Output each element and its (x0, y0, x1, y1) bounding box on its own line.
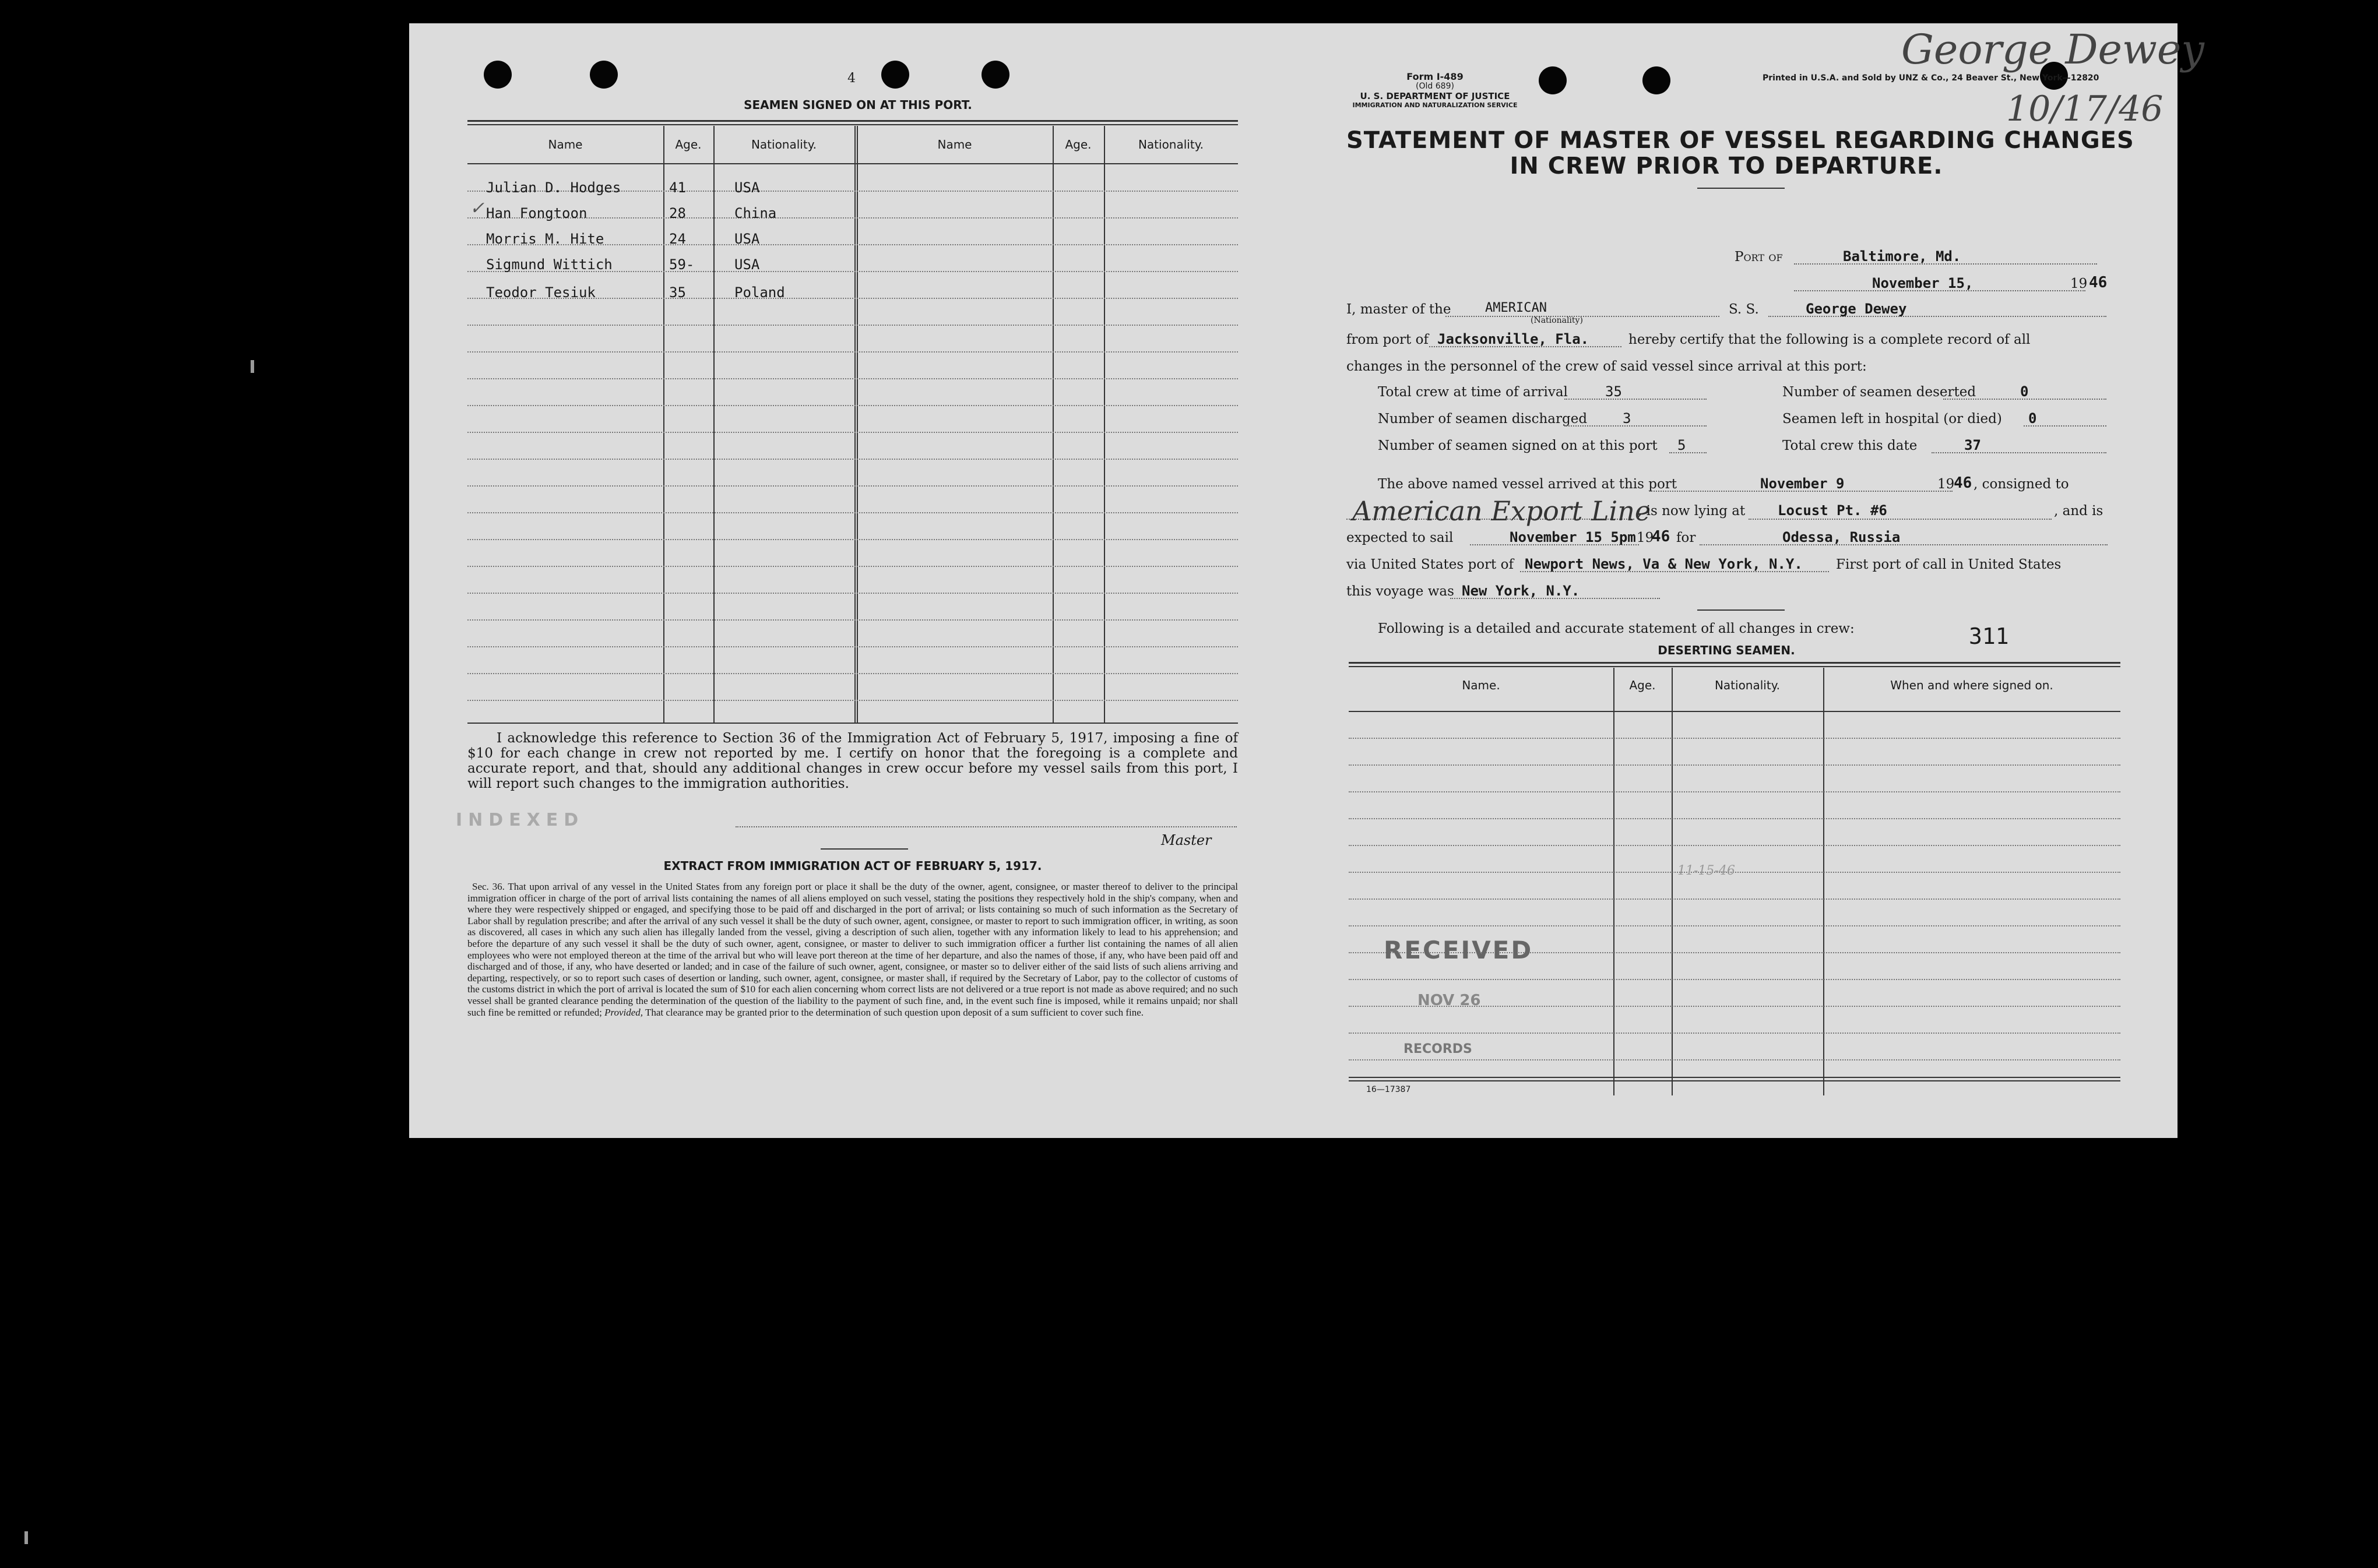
nationality-caption: (Nationality) (1531, 316, 1583, 325)
table-row-nationality: USA (734, 179, 760, 196)
deserting-title: DESERTING SEAMEN. (1658, 643, 1795, 657)
service: IMMIGRATION AND NATURALIZATION SERVICE (1352, 101, 1518, 109)
following-text: Following is a detailed and accurate statement of all changes in crew: (1378, 621, 1855, 636)
records-stamp: RECORDS (1403, 1042, 1472, 1056)
table-row-name: Julian D. Hodges (486, 179, 621, 196)
handwritten-date: 10/17/46 (2006, 89, 2164, 129)
extract-text: Sec. 36. That upon arrival of any vessel in the United States from any foreign port or place it shall be the duty of the owner, agent, consignee, or master thereof to deliver to the principal immigration officer in charge of the port of arrival lists containing the names of all aliens employed on such vessel, stating the positions they respectively hold in the ship's company, when and where they were respectively shipped or engaged, and specifying those to be paid off and discharged in the port of arrival; or lists containing so much of such information as the Secretary of Labor shall by regulation prescribe; and after the arrival of any such vessel it shall be the duty of such owner, agent, consignee, or master to report to such immigration officer, in writing, as soon as discovered, all cases in which any such alien has illegally landed from the vessel, giving a description of such alien, together with any information likely to lead to his apprehension; and before the departure of any such vessel it shall be the duty of such owner, agent, consignee, or master to deliver to such immigration officer a further list containing the names of all alien employees who were not employed thereon at the time of the arrival but who will leave port thereon at the time of her departure, and also the names of those, if any, who have been paid off and discharged and of those, if any, who have deserted or landed; and in case of the failure of such owner, agent, consignee, or master so to deliver either of the said lists of such aliens arriving and departing, respectively, or so to report such cases of desertion or landing, such owner, agent, consignee, or master shall, if required by the Secretary of Labor, pay to the collector of customs of the customs district in which the port of arrival is located the sum of $10 for each alien concerning whom correct lists are not delivered or a true report is not made as above required; and no such vessel shall be granted clearance pending the determination of the question of the liability to the payment of such fine, and, in the event such fine is imposed, while it remains unpaid; nor shall such fine be remitted or refunded; Provided, That clearance may be granted prior to the determination of such question upon deposit of a sum sufficient to cover such fine. (467, 881, 1238, 1018)
punch-hole (590, 61, 618, 89)
table-row-nationality: USA (734, 231, 760, 247)
form-title-line2: IN CREW PRIOR TO DEPARTURE. (1510, 153, 1943, 179)
header-name: Name (937, 138, 972, 151)
sail-year-prefix: 19 (1637, 530, 1654, 545)
hospital-value: 0 (2028, 410, 2037, 427)
extract-section: Sec. 36. (472, 881, 505, 892)
printer-line: Printed in U.S.A. and Sold by UNZ & Co., 24 Beaver St., New York—12820 (1763, 73, 2099, 83)
page-number: 4 (847, 71, 856, 86)
voyage-text: this voyage was (1346, 584, 1454, 599)
scan-speck (251, 360, 254, 373)
arrived-year: 46 (1954, 474, 1972, 492)
section-title: SEAMEN SIGNED ON AT THIS PORT. (744, 98, 972, 112)
total-crew-arrival-value: 35 (1605, 383, 1622, 400)
nationality-value: AMERICAN (1485, 301, 1547, 315)
header-nationality: Nationality. (1138, 138, 1204, 151)
received-stamp: RECEIVED (1384, 936, 1533, 964)
ss-label: S. S. (1729, 302, 1759, 317)
table-row-nationality: Poland (734, 284, 785, 301)
port-value: Baltimore, Md. (1843, 248, 1961, 265)
consigned-text: , consigned to (1974, 477, 2069, 492)
deserted-value: 0 (2020, 383, 2029, 400)
header-when-where: When and where signed on. (1890, 678, 2053, 692)
sail-date: November 15 5pm (1510, 529, 1636, 545)
year-prefix: 19 (2070, 276, 2088, 291)
year-value: 46 (2089, 274, 2108, 291)
via-ports: Newport News, Va & New York, N.Y. (1525, 556, 1803, 572)
table-row-name: Morris M. Hite (486, 231, 604, 247)
table-row-name: Teodor Tesiuk (486, 284, 596, 301)
table-row-age: 59- (669, 256, 695, 273)
discharged-value: 3 (1623, 410, 1631, 427)
table-row-age: 41 (669, 179, 686, 196)
received-date-stamp: NOV 26 (1417, 992, 1481, 1009)
voyage-value: New York, N.Y. (1462, 583, 1580, 599)
document-sheet (409, 23, 2204, 1138)
and-is: , and is (2054, 503, 2103, 519)
header-nationality: Nationality. (1714, 678, 1781, 692)
vessel-name: George Dewey (1806, 301, 1907, 317)
destination: Odessa, Russia (1782, 529, 1901, 545)
consignee-handwritten: American Export Line (1352, 495, 1651, 527)
expected-text: expected to sail (1346, 530, 1454, 545)
master-label: Master (1161, 832, 1212, 848)
total-crew-arrival-label: Total crew at time of arrival (1378, 385, 1568, 400)
from-port-label: from port of (1346, 332, 1429, 347)
pencil-note: 11-15-46 (1677, 864, 1735, 878)
certify-text: hereby certify that the following is a complete record of all (1628, 332, 2031, 347)
punch-hole (881, 61, 909, 89)
changes-text: changes in the personnel of the crew of said vessel since arrival at this port: (1346, 359, 1867, 374)
for-text: for (1676, 530, 1696, 545)
sail-year: 46 (1652, 528, 1670, 545)
check-mark: ✓ (470, 198, 485, 219)
department: U. S. DEPARTMENT OF JUSTICE (1360, 91, 1510, 101)
arrived-text: The above named vessel arrived at this port (1378, 477, 1677, 492)
date-value: November 15, (1872, 275, 1974, 291)
header-name: Name (548, 138, 583, 151)
arrived-date: November 9 (1760, 475, 1845, 492)
port-label: Port of (1735, 249, 1783, 265)
master-of-the: I, master of the (1346, 302, 1451, 317)
lying-value: Locust Pt. #6 (1778, 502, 1887, 519)
total-crew-date-label: Total crew this date (1782, 438, 1918, 453)
table-row-name: Sigmund Wittich (486, 256, 613, 273)
form-old: (Old 689) (1416, 82, 1454, 91)
from-port-value: Jacksonville, Fla. (1437, 331, 1589, 347)
header-nationality: Nationality. (751, 138, 817, 151)
punch-hole (982, 61, 1009, 89)
form-title: STATEMENT OF MASTER OF VESSEL REGARDING CHANGES (1346, 127, 2134, 154)
hospital-label: Seamen left in hospital (or died) (1782, 411, 2002, 427)
table-row-nationality: USA (734, 256, 760, 273)
punch-hole (1642, 66, 1670, 94)
header-name: Name. (1462, 678, 1500, 692)
discharged-label: Number of seamen discharged (1378, 411, 1588, 427)
arrived-year-prefix: 19 (1937, 477, 1955, 492)
stamped-number: 311 (1969, 623, 2009, 649)
indexed-stamp: INDEXED (456, 810, 585, 830)
acknowledgement-text: I acknowledge this reference to Section 36 of the Immigration Act of February 5, 1917, imposing a fine of $10 for each change in crew not reported by me. I certify on honor that the foregoing is a complete and accurate report, and that, should any additional changes in crew occur before my vessel sails from this port, I will report such changes to the immigration authorities. (467, 731, 1238, 791)
table-row-age: 28 (669, 205, 686, 221)
scan-speck (24, 1531, 28, 1544)
form-number: Form I-489 (1406, 71, 1464, 82)
header-age: Age. (1065, 138, 1092, 151)
table-row-name: Han Fongtoon (486, 205, 588, 221)
extract-title: EXTRACT FROM IMMIGRATION ACT OF FEBRUARY 5, 1917. (663, 859, 1042, 873)
handwritten-vessel-name: George Dewey (1901, 26, 2204, 73)
first-port-text: First port of call in United States (1836, 557, 2062, 572)
form-code: 16—17387 (1366, 1085, 1411, 1094)
header-age: Age. (675, 138, 702, 151)
punch-hole (484, 61, 512, 89)
total-crew-date-value: 37 (1964, 437, 1981, 453)
table-row-age: 24 (669, 231, 686, 247)
deserted-label: Number of seamen deserted (1782, 385, 1976, 400)
table-row-age: 35 (669, 284, 686, 301)
header-age: Age. (1629, 678, 1656, 692)
signed-on-label: Number of seamen signed on at this port (1378, 438, 1658, 453)
lying-text: , is now lying at (1638, 503, 1746, 519)
signed-on-value: 5 (1677, 437, 1686, 453)
punch-hole (1539, 66, 1567, 94)
via-text: via United States port of (1346, 557, 1514, 572)
table-row-nationality: China (734, 205, 777, 221)
